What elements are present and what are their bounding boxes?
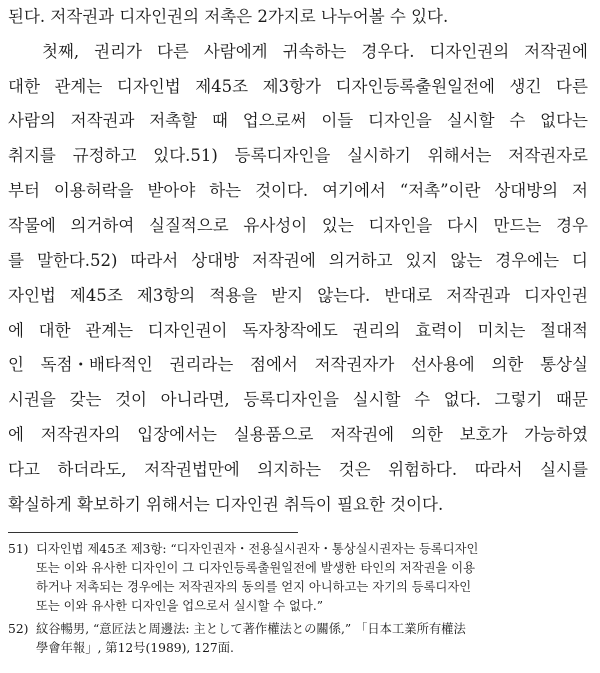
footnote-text: 또는 이와 유사한 디자인이 그 디자인등록출원일전에 발생한 타인의 저작권을 이용 (36, 561, 476, 575)
footnote-text: 또는 이와 유사한 디자인을 업으로서 실시할 수 없다.” (36, 599, 324, 613)
footnote-text: 디자인법 제45조 제3항: “디자인권자・전용실시권자・통상실시권자는 등록디자인 (36, 542, 479, 556)
body-line: 확실하게 확보하기 위해서는 디자인권 취득이 필요한 것이다. (8, 495, 444, 514)
body-line: 다고 하더라도, 저작권법만에 의지하는 것은 위험하다. 따라서 실시를 (8, 460, 588, 479)
footnote-line (8, 597, 588, 616)
body-line: 에 대한 관계는 디자인권이 독자창작에도 권리의 효력이 미치는 절대적 (8, 321, 588, 340)
body-line: 사람의 저작권과 저촉할 때 업으로써 이들 디자인을 실시할 수 없다는 (8, 111, 588, 130)
footnote-text: 하거나 저촉되는 경우에는 저작권자의 동의를 얻지 아니하고는 자기의 등록디자인 (36, 580, 472, 594)
footnote-line (8, 639, 588, 658)
footnote-text: 學會年報」, 第12号(1989), 127面. (36, 641, 234, 655)
footnote-line (8, 620, 588, 639)
body-line: 첫째, 권리가 다른 사람에게 귀속하는 경우다. 디자인권의 저작권에 (42, 42, 588, 61)
footnote-line (8, 578, 588, 597)
body-line: 시권을 갖는 것이 아니라면, 등록디자인을 실시할 수 없다. 그렇기 때문 (8, 390, 588, 409)
footnote-divider (8, 532, 298, 533)
body-line: 를 말한다.52) 따라서 상대방 저작권에 의거하고 있지 않는 경우에는 디 (8, 251, 588, 270)
body-line: 자인법 제45조 제3항의 적용을 받지 않는다. 반대로 저작권과 디자인권 (8, 286, 588, 305)
body-line: 대한 관계는 디자인법 제45조 제3항가 디자인등록출원일전에 생긴 다른 (8, 77, 588, 96)
body-line: 에 저작권자의 입장에서는 실용품으로 저작권에 의한 보호가 가능하였 (8, 425, 588, 444)
footnote-number: 52) (8, 622, 29, 636)
footnote-text: 紋谷暢男, “意匠法と周邊法: 主として著作權法との關係,” 「日本工業所有權法 (36, 622, 466, 636)
footnote-line (8, 559, 588, 578)
body-line: 된다. 저작권과 디자인권의 저촉은 2가지로 나누어볼 수 있다. (8, 7, 449, 26)
footnote-number: 51) (8, 542, 29, 556)
body-line: 부터 이용허락을 받아야 하는 것이다. 여기에서 “저촉”이란 상대방의 저 (8, 181, 588, 200)
body-line: 인 독점・배타적인 권리라는 점에서 저작권자가 선사용에 의한 통상실 (8, 355, 588, 374)
body-line: 취지를 규정하고 있다.51) 등록디자인을 실시하기 위해서는 저작권자로 (8, 146, 588, 165)
body-line: 작물에 의거하여 실질적으로 유사성이 있는 디자인을 다시 만드는 경우 (8, 216, 588, 235)
footnote-line (8, 540, 588, 559)
